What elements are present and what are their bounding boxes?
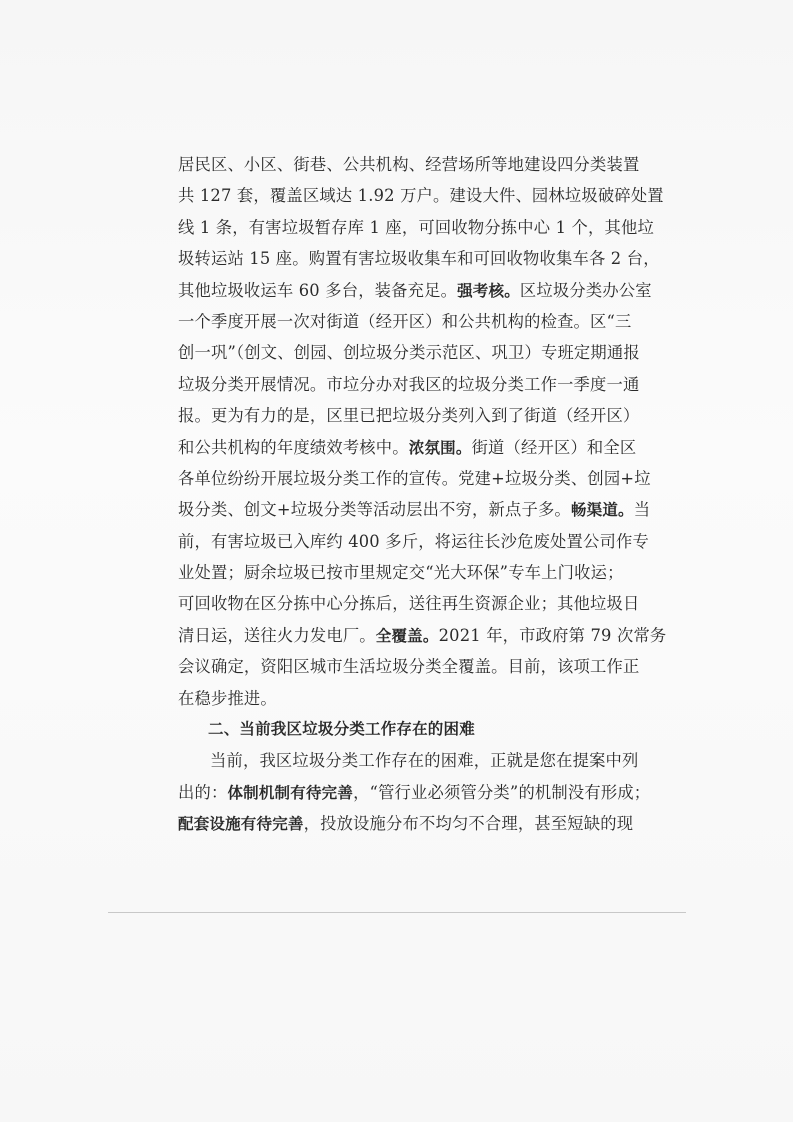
text-segment: 共 127 套，覆盖区域达 1.92 万户。建设大件、园林垃圾破碎处置 <box>178 186 664 206</box>
text-segment: 垃圾分类开展情况。市垃分办对我区的垃圾分类工作一季度一通 <box>178 374 640 394</box>
text-line <box>178 745 639 776</box>
text-line <box>178 400 640 431</box>
text-segment: 报。更为有力的是，区里已把垃圾分类列入到了街道（经开区） <box>178 406 640 426</box>
text-line <box>178 620 667 651</box>
text-segment: 会议确定，资阳区城市生活垃圾分类全覆盖。目前，该项工作正 <box>178 657 640 677</box>
text-line <box>178 212 654 243</box>
text-segment: 当前，我区垃圾分类工作存在的困难，正就是您在提案中列 <box>210 751 639 771</box>
text-segment: ，“管行业必须管分类”的机制没有形成； <box>353 782 651 802</box>
text-line <box>178 275 652 306</box>
text-segment: 圾转运站 15 座。购置有害垃圾收集车和可回收物收集车各 2 台， <box>178 249 660 269</box>
text-segment: 出的： <box>178 782 228 802</box>
text-segment: 其他垃圾收运车 60 多台，装备充足。 <box>178 280 458 300</box>
text-segment: 在稳步推进。 <box>178 688 277 708</box>
footer-rule <box>108 912 686 913</box>
text-segment: 前，有害垃圾已入库约 400 多斤，将运往长沙危废处置公司作专 <box>178 531 649 551</box>
body-text <box>178 149 667 840</box>
text-line <box>178 494 651 525</box>
text-segment: ，投放设施分布不均匀不合理，甚至短缺的现 <box>303 814 634 834</box>
text-segment: 街道（经开区）和全区 <box>471 437 637 457</box>
text-segment: 居民区、小区、街巷、公共机构、经营场所等地建设四分类装置 <box>178 155 640 174</box>
bold-keyword: 配套设施有待完善 <box>178 815 304 834</box>
text-segment: 圾分类、创文+垃圾分类等活动层出不穷，新点子多。 <box>178 500 571 520</box>
bold-keyword: 全覆盖。 <box>375 626 439 645</box>
text-segment: 可回收物在区分拣中心分拣后，送往再生资源企业；其他垃圾日 <box>178 594 640 614</box>
text-line <box>178 651 640 682</box>
text-line <box>178 306 632 337</box>
text-line <box>178 432 637 463</box>
text-segment: 清日运，送往火力发电厂。 <box>178 625 376 645</box>
text-segment: 区垃圾分类办公室 <box>519 280 652 300</box>
text-segment: 一个季度开展一次对街道（经开区）和公共机构的检查。区“三 <box>178 311 632 331</box>
text-line <box>178 463 651 494</box>
text-segment: 业处置；厨余垃圾已按市里规定交“光大环保”专车上门收运； <box>178 563 624 583</box>
text-segment: 创一巩”（创文、创园、创垃圾分类示范区、巩卫）专班定期通报 <box>178 343 640 363</box>
text-line <box>178 588 640 619</box>
text-line <box>178 243 660 274</box>
text-line <box>178 369 640 400</box>
text-line <box>178 526 649 557</box>
text-line <box>178 180 664 211</box>
text-line <box>178 337 640 368</box>
text-segment: 和公共机构的年度绩效考核中。 <box>178 437 409 457</box>
text-segment: 当 <box>633 500 651 520</box>
text-line <box>178 808 634 839</box>
text-segment: 线 1 条，有害垃圾暂存库 1 座，可回收物分拣中心 1 个，其他垃 <box>178 217 654 237</box>
text-segment: 各单位纷纷开展垃圾分类工作的宣传。党建+垃圾分类、创园+垃 <box>178 468 651 488</box>
bold-keyword: 畅渠道。 <box>570 501 634 520</box>
text-line <box>178 557 624 588</box>
text-line <box>178 149 640 180</box>
bold-keyword: 二、当前我区垃圾分类工作存在的困难 <box>208 720 475 739</box>
bold-keyword: 体制机制有待完善 <box>227 783 354 802</box>
bold-keyword: 强考核。 <box>457 281 520 300</box>
text-line <box>178 683 624 714</box>
text-line <box>178 777 651 808</box>
text-segment: 2021 年，市政府第 79 次常务 <box>438 625 667 645</box>
bold-keyword: 浓氛围。 <box>408 438 472 457</box>
section-heading <box>178 714 624 745</box>
